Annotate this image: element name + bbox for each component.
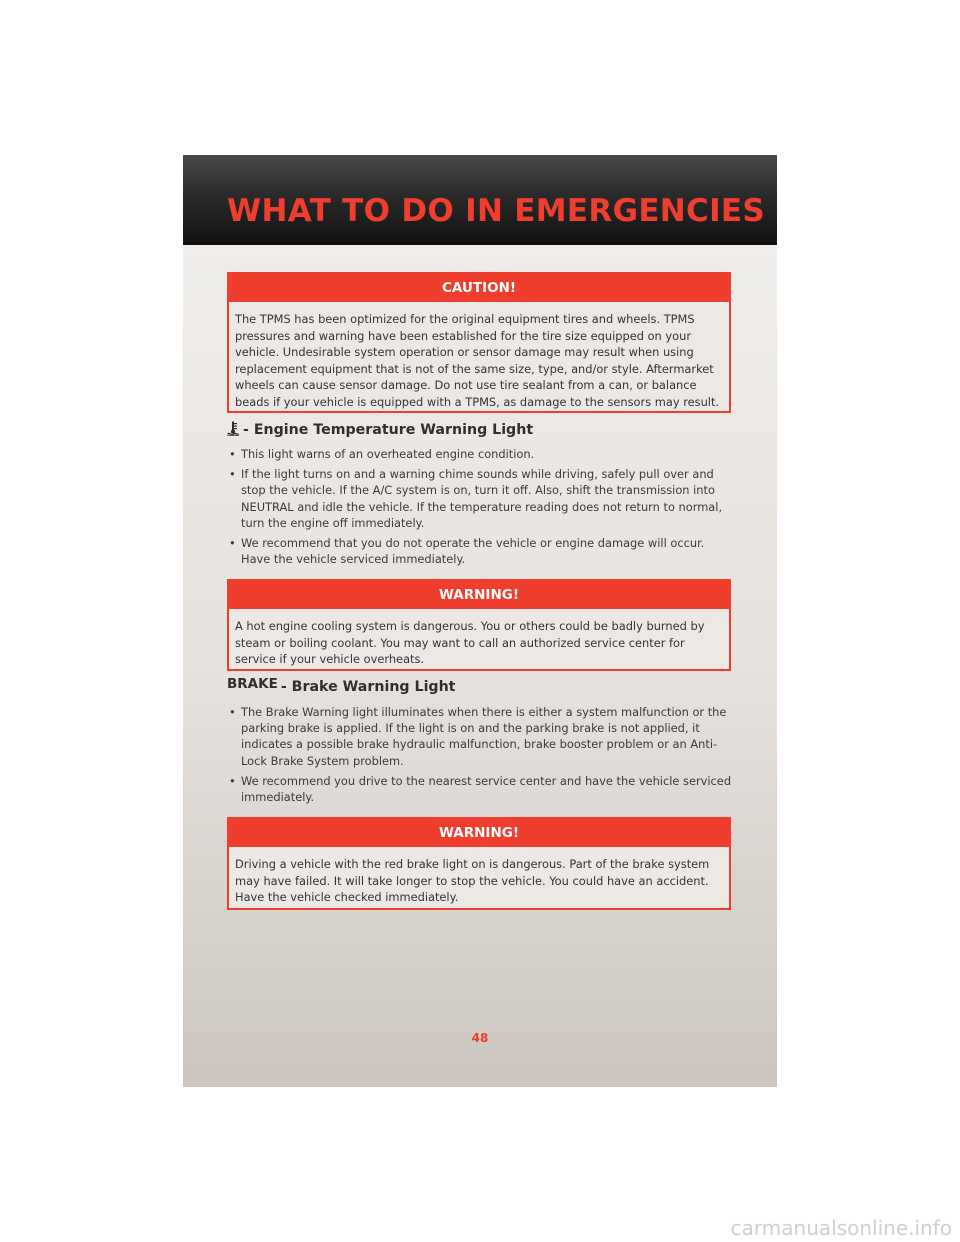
watermark: carmanualsonline.info	[730, 1216, 952, 1240]
engine-temperature-icon	[227, 421, 239, 436]
brake-bullets	[229, 704, 733, 809]
section-header	[183, 155, 777, 245]
list-item: • We recommend that you do not operate the vehicle or engine damage will occur. Have the vehicle serviced immediately.	[229, 535, 733, 567]
manual-page	[183, 155, 777, 1087]
caution-text: The TPMS has been optimized for the original equipment tires and wheels. TPMS pressures and warning have been established for the tire size equipped on your vehicle. Undesirable system operation or sensor damage may result when using replacement equipment that is not of the same size, type, and/or style. Aftermarket wheels can cause sensor damage. Do not use tire sealant from a can, or balance beads if your vehicle is equipped with a TPMS, as damage to the sensors may result.	[235, 312, 720, 409]
caution-box	[227, 272, 731, 413]
list-item: • If the light turns on and a warning chime sounds while driving, safely pull over and stop the vehicle. If the A/C system is on, turn it off. Also, shift the transmission into NEUTRAL and idle the vehicle. If the temperature reading does not return to normal, turn the engine off immediately.	[229, 466, 733, 531]
list-item: • We recommend you drive to the nearest service center and have the vehicle serviced immediately.	[229, 773, 733, 805]
list-item: • This light warns of an overheated engine condition.	[229, 446, 733, 462]
warning-box-brake	[227, 817, 731, 910]
brake-heading	[227, 676, 456, 695]
warning-text: Driving a vehicle with the red brake light on is dangerous. Part of the brake system may have failed. It will take longer to stop the vehicle. You could have an accident. Have the vehicle checked immediately.	[235, 857, 710, 905]
page-title: WHAT TO DO IN EMERGENCIES	[227, 193, 766, 229]
caution-heading: CAUTION!	[229, 274, 729, 302]
warning-heading: WARNING!	[229, 819, 729, 847]
engine-temperature-title: - Engine Temperature Warning Light	[243, 422, 534, 438]
warning-text: A hot engine cooling system is dangerous. You or others could be badly burned by steam or boiling coolant. You may want to call an authorized service center for service if your vehicle overheats.	[235, 619, 705, 667]
list-item: • The Brake Warning light illuminates when there is either a system malfunction or the parking brake is applied. If the light is on and the parking brake is not applied, it indicates a possible brake hydraulic malfunction, brake booster problem or an Anti-Lock Brake System problem.	[229, 704, 733, 769]
brake-title: - Brake Warning Light	[280, 679, 456, 695]
brake-warning-icon: BRAKE	[227, 676, 278, 692]
page-number: 48	[471, 1031, 489, 1045]
engine-temperature-heading	[227, 421, 533, 438]
warning-heading: WARNING!	[229, 581, 729, 609]
engine-temperature-bullets	[229, 446, 733, 571]
warning-box-engine	[227, 579, 731, 671]
